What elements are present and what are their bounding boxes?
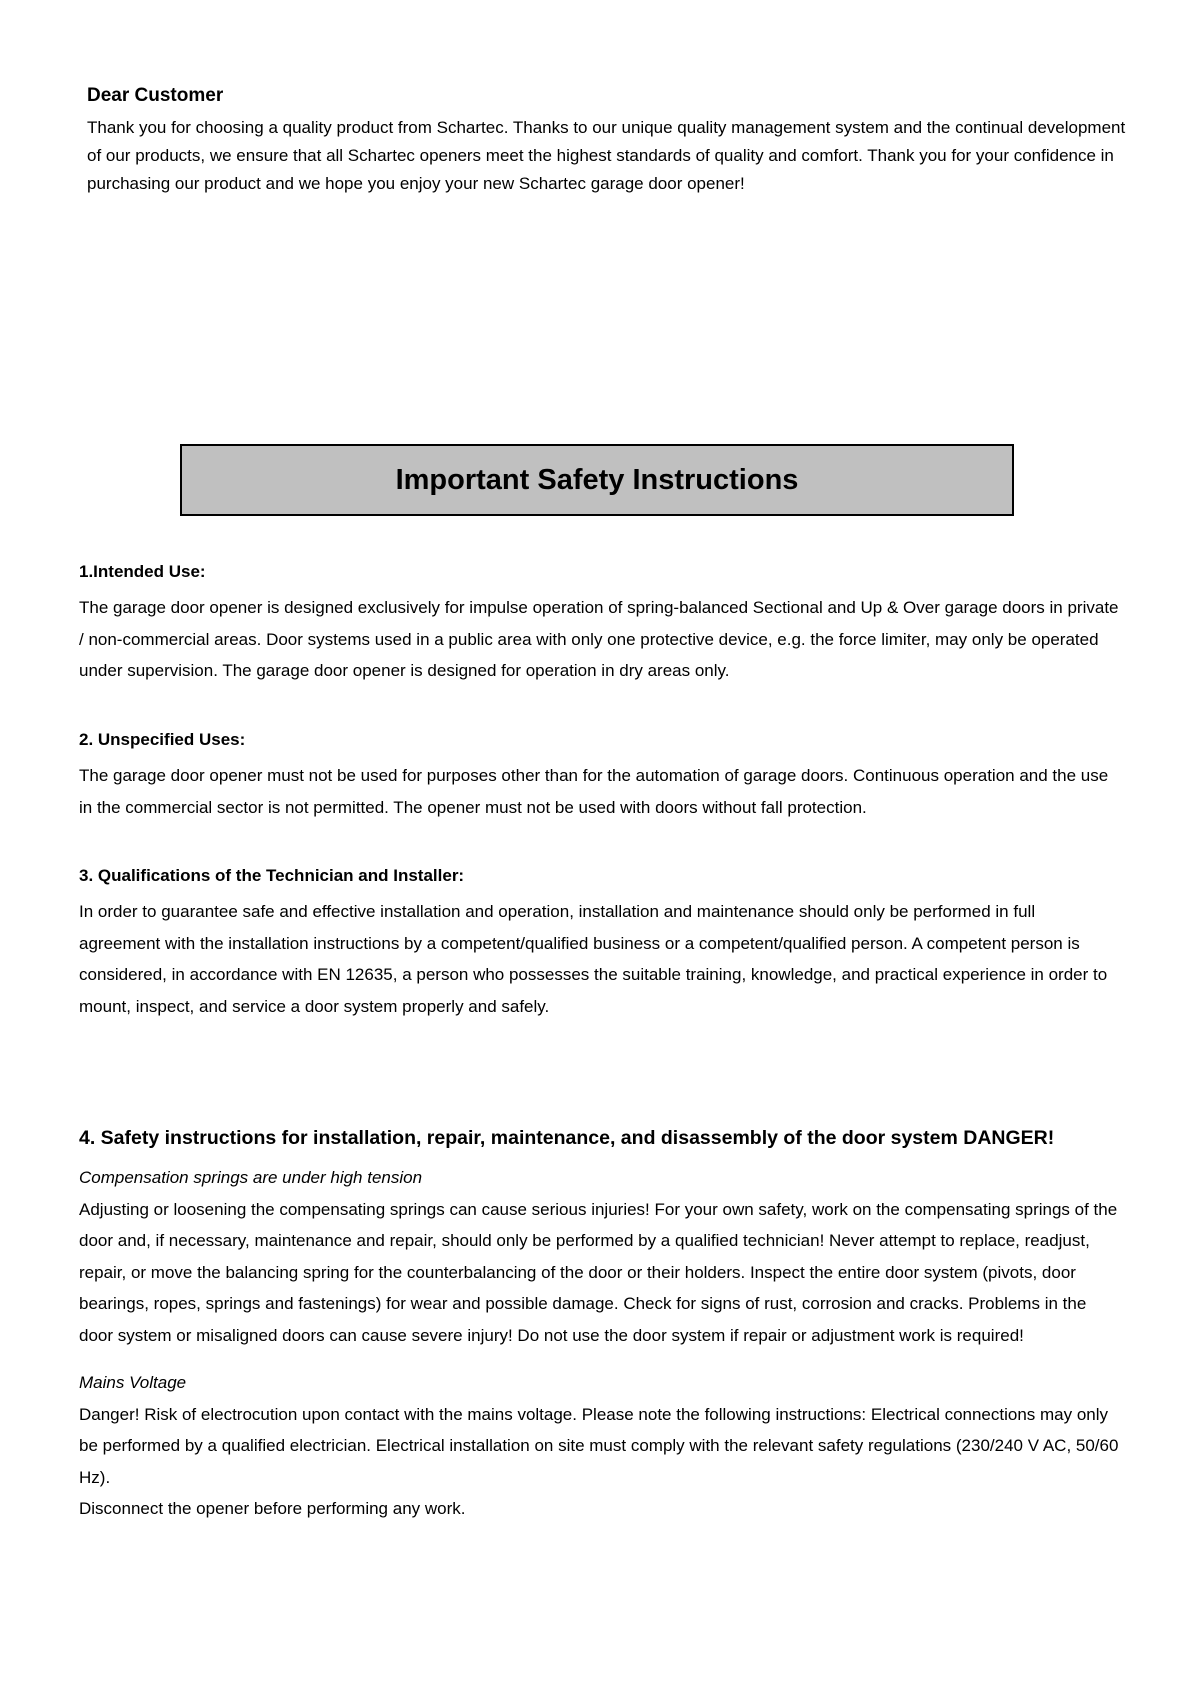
section-heading: 4. Safety instructions for installation, repair, maintenance, and disassembly of the door system DANGER!: [79, 1127, 1055, 1149]
section-body: The garage door opener must not be used for purposes other than for the automation of garage doors. Continuous operation and the use in the commercial sector is not permitted. The opener must not be used with doors without fall protection.: [79, 766, 1109, 817]
greeting-title: Dear Customer: [87, 85, 224, 106]
safety-banner: [180, 444, 1014, 516]
mains-note: Disconnect the opener before performing any work.: [79, 1499, 466, 1518]
greeting-block: [87, 84, 1127, 198]
section-qualifications: [79, 864, 1119, 1022]
section-heading: 2. Unspecified Uses:: [79, 730, 246, 749]
springs-body: Adjusting or loosening the compensating springs can cause serious injuries! For your own safety, work on the compensating springs of the door and, if necessary, maintenance and repair, should only be performed by a qualified technician! Never attempt to replace, readjust, repair, or move the balancing spring for the counterbalancing of the door or their holders. Inspect the entire door system (pivots, door bearings, ropes, springs and fastenings) for wear and possible damage. Check for signs of rust, corrosion and cracks. Problems in the door system or misaligned doors can cause severe injury! Do not use the door system if repair or adjustment work is required!: [79, 1199, 1118, 1345]
springs-subheading: Compensation springs are under high tension: [79, 1168, 423, 1187]
section-heading: 1.Intended Use:: [79, 562, 206, 581]
section-heading: 3. Qualifications of the Technician and Installer:: [79, 866, 465, 885]
section-intended-use: [79, 560, 1119, 687]
section-safety-instructions: [79, 1126, 1119, 1525]
mains-body: Danger! Risk of electrocution upon contact with the mains voltage. Please note the following instructions: Electrical connections may only be performed by a qualified electrician. Electrical installation on site must comply with the relevant safety regulations (230/240 V AC, 50/60 Hz).: [79, 1404, 1119, 1487]
safety-banner-title: Important Safety Instructions: [395, 463, 799, 496]
section-unspecified-uses: [79, 728, 1119, 823]
section-body: The garage door opener is designed exclusively for impulse operation of spring-balanced Sectional and Up & Over garage doors in private / non-commercial areas. Door systems used in a public area with only one protective device, e.g. the force limiter, may only be operated under supervision. The garage door opener is designed for operation in dry areas only.: [79, 598, 1119, 680]
section-body: In order to guarantee safe and effective installation and operation, installation and maintenance should only be performed in full agreement with the installation instructions by a competent/qualified business or a competent/qualified person. A competent person is considered, in accordance with EN 12635, a person who possesses the suitable training, knowledge, and practical experience in order to mount, inspect, and service a door system properly and safely.: [79, 902, 1108, 1016]
mains-subheading: Mains Voltage: [79, 1373, 187, 1392]
greeting-body: Thank you for choosing a quality product from Schartec. Thanks to our unique quality management system and the continual development of our products, we ensure that all Schartec openers meet the highest standards of quality and comfort. Thank you for your confidence in purchasing our product and we hope you enjoy your new Schartec garage door opener!: [87, 118, 1126, 193]
